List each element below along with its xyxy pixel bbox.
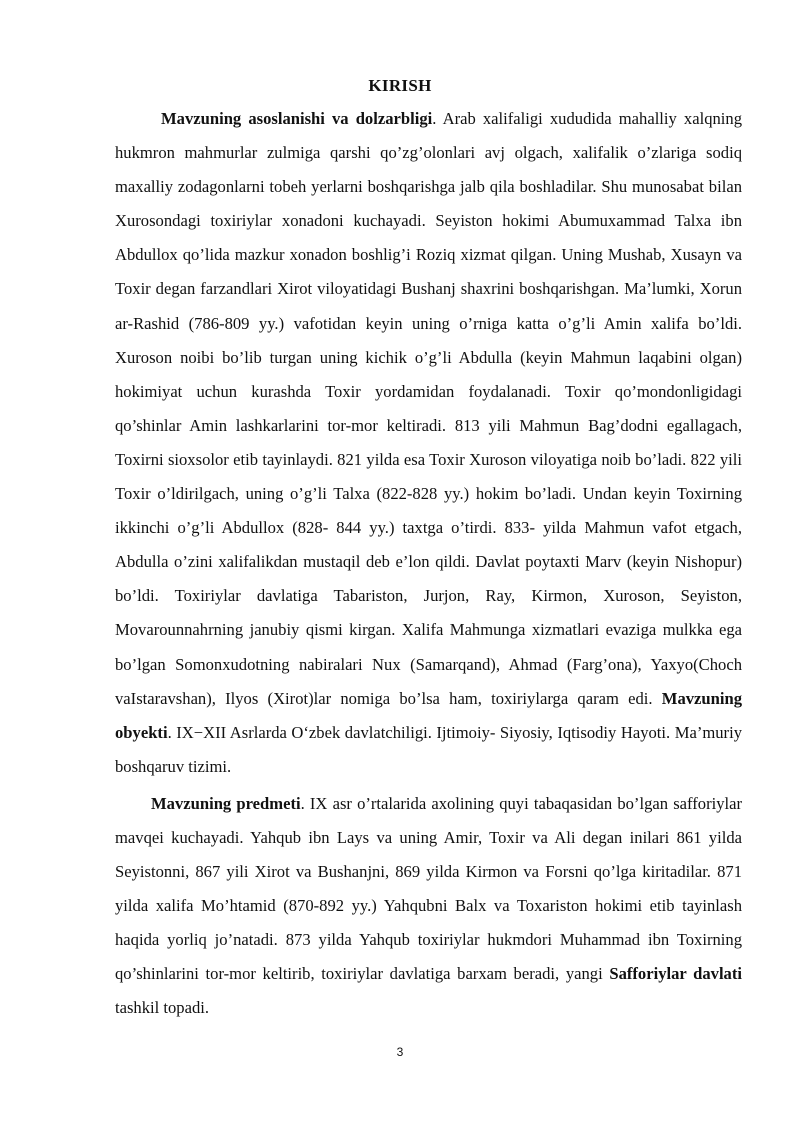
paragraph-subject	[115, 787, 742, 1026]
object-title: Mavzuning obyekti	[115, 688, 742, 742]
subject-title: Mavzuning predmeti	[151, 793, 301, 813]
subject-text: . IX asr o’rtalarida axolining quyi tabaqasidan bo’lgan safforiylar mavqei kuchayadi. Yahqub ibn Lays va uning Amir, Toxir va Ali degan inilari 861 yilda Seyistonni, 867 yili Xirot va Bushanjni, 869 yilda Kirmon va Forsni qo’lga kiritadilar. 871 yilda xalifa Mo’htamid (870-892 yy.) Yahqubni Balx va Toxariston hokimi etib tayinlash haqida yorliq jo’natadi. 873 yilda Yahqub toxiriylar hukmdori Muhammad ibn Toxirning qo’shinlarini tor-mor keltirib, toxiriylar davlatiga barxam beradi, yangi	[115, 793, 742, 984]
page-heading: KIRISH	[368, 76, 432, 95]
body-text	[115, 102, 742, 1026]
relevance-title: Mavzuning asoslanishi va dolzarbligi	[161, 109, 433, 128]
relevance-text: . Arab xalifaligi xududida mahalliy xalqning hukmron mahmurlar zulmiga qarshi qo’zg’olonlari avj olgach, xalifalik o’zlariga sodiq maxalliy zodagonlarni tobeh yerlarni boshqarishga jalb qila boshladilar. Shu munosabat bilan Xurosondagi toxiriylar xonadoni kuchayadi. Seyiston hokimi Abumuxammad Talxa ibn Abdullox qo’lida mazkur xonadon boshlig’i Roziq xizmat qilgan. Uning Mushab, Xusayn va Toxir degan farzandlari Xirot viloyatidagi Bushanj shaxrini boshqarishgan. Ma’lumki, Xorun ar-Rashid (786-809 yy.) vafotidan keyin uning o’rniga katta o’g’li Amin xalifa bo’ldi. Xuroson noibi bo’lib turgan uning kichik o’g’li Abdulla (keyin Mahmun laqabini olgan) hokimiyat uchun kurashda Toxir yordamidan foydalanadi. Toxir qo’mondonligidagi qo’shinlar Amin lashkarlarini tor-mor keltiradi. 813 yili Mahmun Bag’dodni egallagach, Toxirni sioxsolor etib tayinlaydi. 821 yilda esa Toxir Xuroson viloyatiga noib bo’ladi. 822 yili Toxir o’ldirilgach, uning o’g’li Talxa (822-828 yy.) hokim bo’ladi. Undan keyin Toxirning ikkinchi o’g’li Abdullox (828- 844 yy.) taxtga o’tirdi. 833- yilda Mahmun vafot etgach, Abdulla o’zini xalifalikdan mustaqil deb e’lon qildi. Davlat poytaxti Marv (keyin Nishopur) bo’ldi. Toxiriylar davlatiga Tabariston, Jurjon, Ray, Kirmon, Xuroson, Seyiston, Movarounnahrning janubiy qismi kirgan. Xalifa Mahmunga xizmatlari evaziga mulkka ega bo’lgan Somonxudotning nabiralari Nux (Samarqand), Ahmad (Farg’ona), Yaxyo(Choch vaIstaravshan), Ilyos (Xirot)lar nomiga bo’lsa ham, toxiriylarga qaram edi.	[115, 109, 743, 708]
object-text: . IX−XII Asrlarda O‘zbek davlatchiligi. Ijtimoiy- Siyosiy, Iqtisodiy Hayoti. Ma’muriy boshqaruv tizimi.	[115, 722, 742, 776]
saffarid-state-term: Safforiylar davlati	[609, 964, 742, 984]
subject-tail: tashkil topadi.	[115, 998, 210, 1018]
paragraph-relevance	[115, 102, 742, 784]
page-number: 3	[396, 1045, 404, 1059]
